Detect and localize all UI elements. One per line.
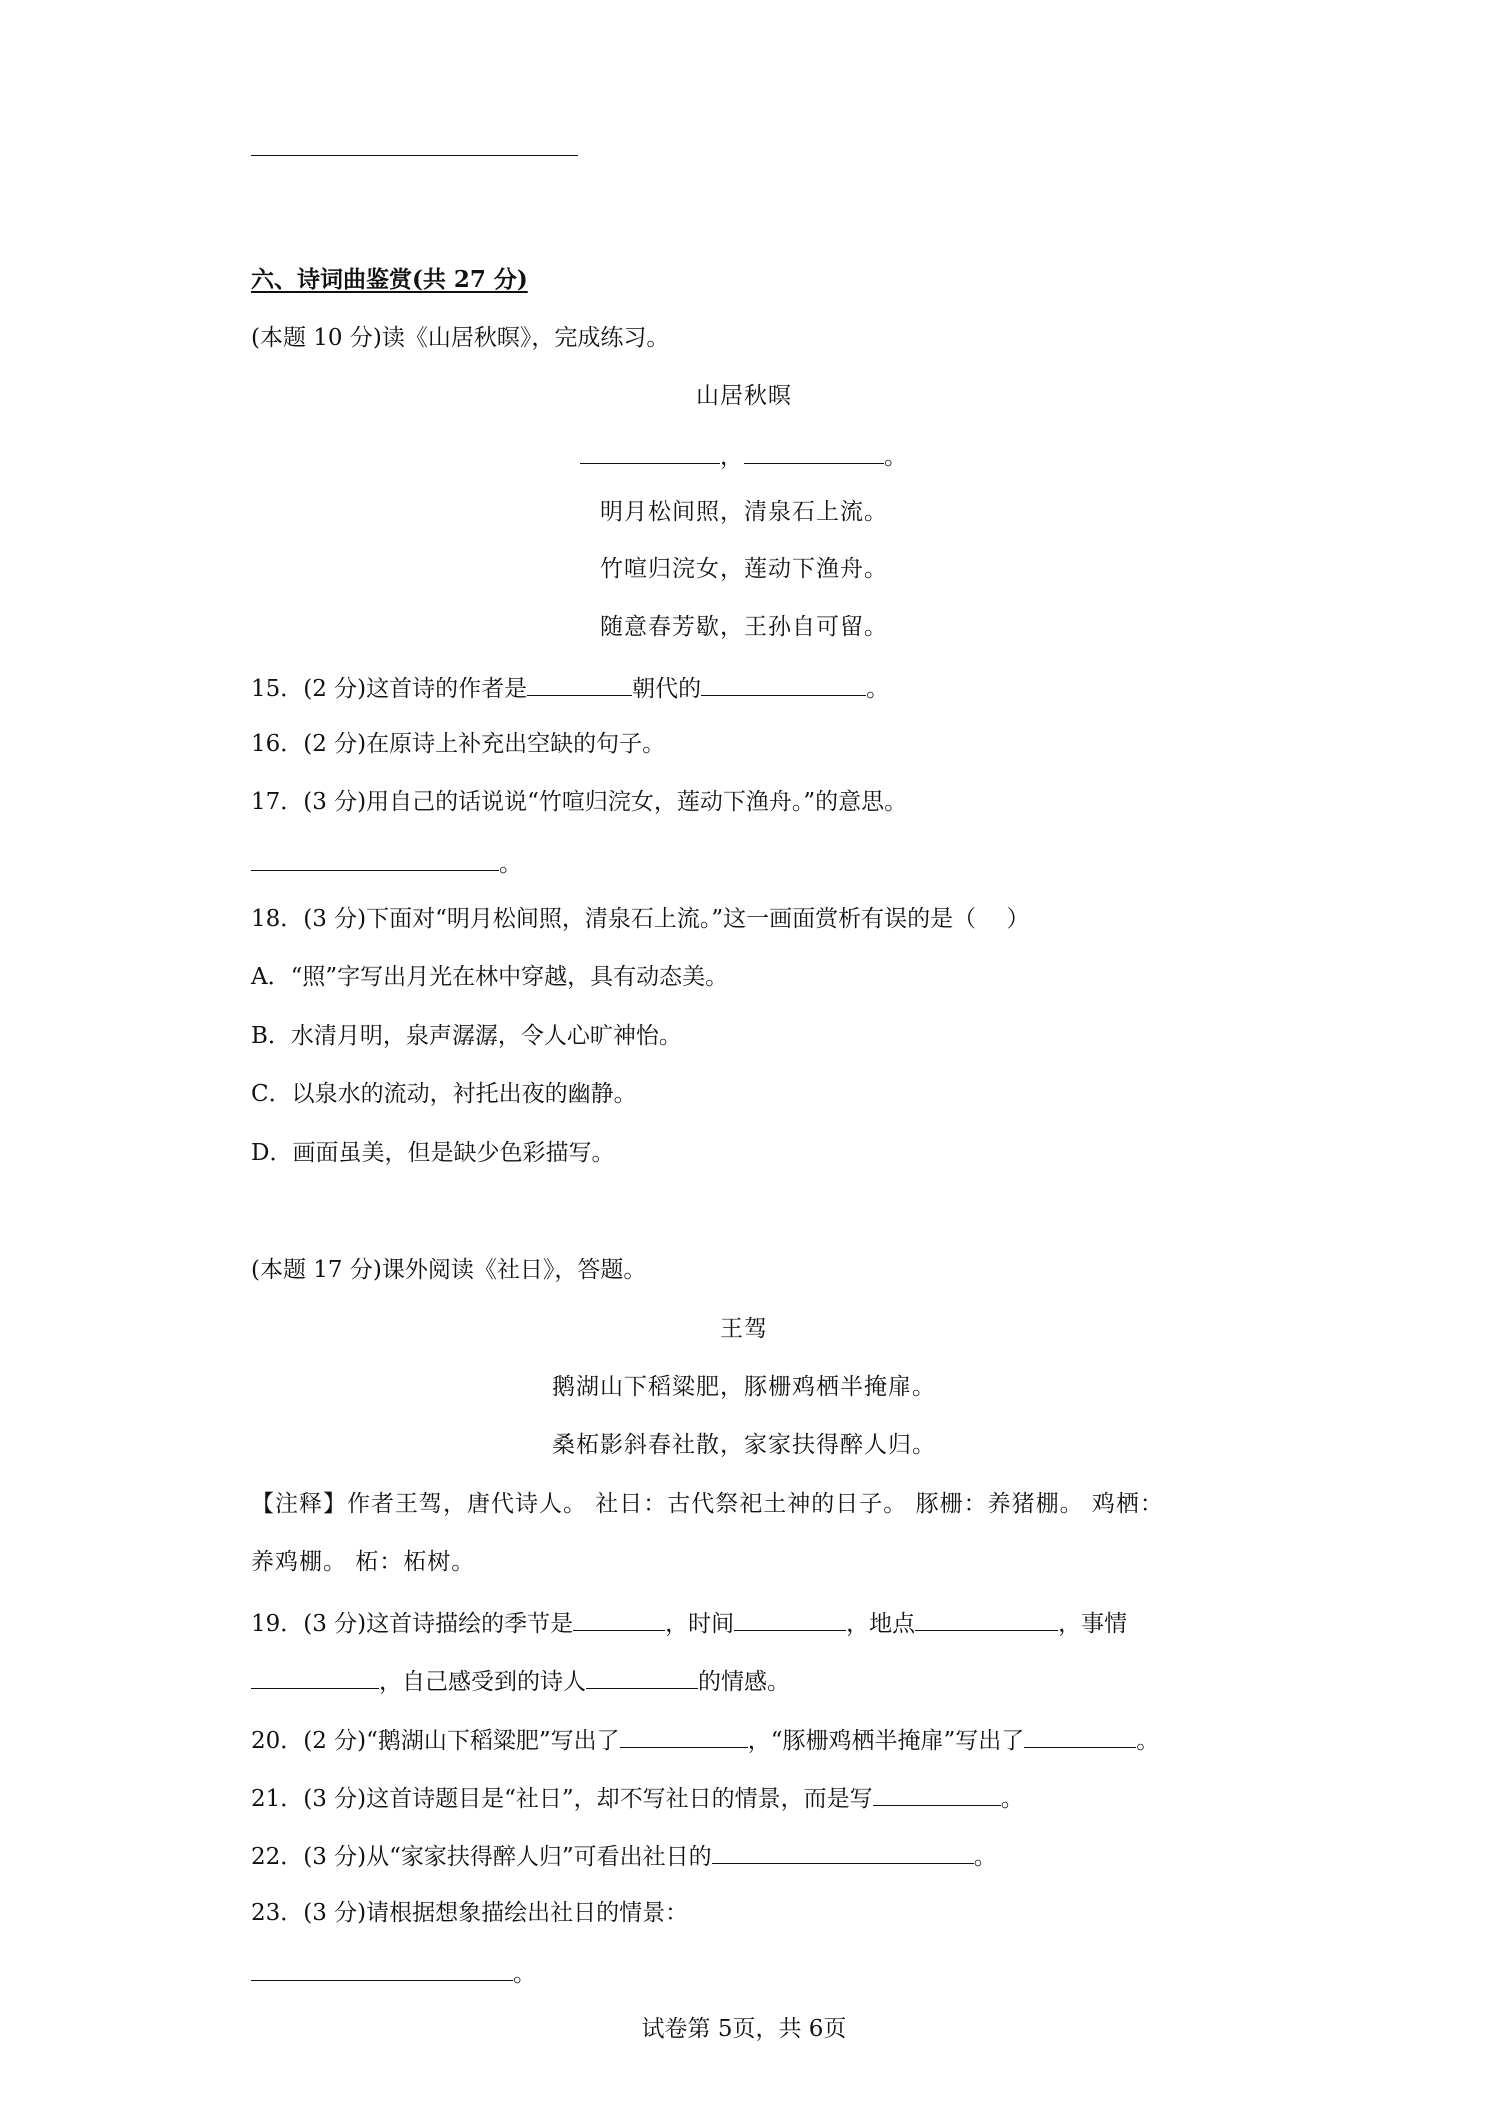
q15-text-b: 朝代的 [632, 676, 702, 702]
q20-text-a: 20．(2 分)“鹅湖山下稻粱肥”写出了 [251, 1728, 620, 1754]
q20-blank-2[interactable] [1024, 1727, 1136, 1748]
q17-blank[interactable] [251, 850, 499, 871]
poem-blank-sep: ， [720, 444, 744, 470]
q22-blank[interactable] [712, 1843, 974, 1864]
q21-text-b: 。 [1000, 1786, 1024, 1812]
note-line-1: 【注释】作者王驾，唐代诗人。 社日：古代祭祀土神的日子。 豚栅：养猪棚。 鸡栖： [251, 1491, 1164, 1517]
poem2-line: 桑柘影斜春社散，家家扶得醉人归。 [552, 1432, 936, 1458]
poem2-line: 鹅湖山下稻粱肥，豚栅鸡栖半掩扉。 [552, 1374, 936, 1400]
question-21 [251, 1785, 1024, 1811]
poem-blank-end: 。 [884, 444, 908, 470]
poem-line: 明月松间照，清泉石上流。 [600, 499, 888, 525]
question-22 [251, 1843, 997, 1869]
q21-blank[interactable] [873, 1785, 1001, 1806]
q15-blank-1[interactable] [527, 675, 632, 696]
question-23: 23．(3 分)请根据想象描绘出社日的情景： [251, 1900, 689, 1926]
q15-text-a: 15．(2 分)这首诗的作者是 [251, 676, 528, 702]
poem-line: 竹喧归浣女，莲动下渔舟。 [600, 556, 888, 582]
option-b[interactable]: B．水清月明，泉声潺潺，令人心旷神怡。 [251, 1023, 682, 1049]
part2-intro: (本题 17 分)课外阅读《社日》，答题。 [251, 1257, 647, 1283]
poem-blank-1[interactable] [580, 443, 720, 464]
question-16: 16．(2 分)在原诗上补充出空缺的句子。 [251, 731, 666, 757]
q15-blank-2[interactable] [701, 675, 866, 696]
poem-blank-2[interactable] [744, 443, 884, 464]
q21-text-a: 21．(3 分)这首诗题目是“社日”，却不写社日的情景，而是写 [251, 1786, 873, 1812]
q19-text-b: ，时间 [665, 1611, 735, 1637]
question-18: 18．(3 分)下面对“明月松间照，清泉石上流。”这一画面赏析有误的是（ ） [251, 906, 1030, 932]
option-c[interactable]: C．以泉水的流动，衬托出夜的幽静。 [251, 1081, 637, 1107]
question-20 [251, 1727, 1159, 1753]
question-19-cont [251, 1668, 790, 1694]
q17-answer-line [251, 850, 522, 876]
q15-text-c: 。 [866, 676, 890, 702]
option-d[interactable]: D．画面虽美，但是缺少色彩描写。 [251, 1140, 615, 1166]
page-footer: 试卷第 5页，共 6页 [641, 2016, 847, 2042]
question-15 [251, 675, 889, 701]
q22-text-a: 22．(3 分)从“家家扶得醉人归”可看出社日的 [251, 1844, 712, 1870]
q19-text-e: ，自己感受到的诗人 [379, 1669, 586, 1695]
poem-title: 山居秋暝 [696, 383, 792, 409]
q20-text-b: ，“豚栅鸡栖半掩扉”写出了 [747, 1728, 1025, 1754]
q19-text-a: 19．(3 分)这首诗描绘的季节是 [251, 1611, 574, 1637]
question-19 [251, 1610, 1127, 1636]
question-17: 17．(3 分)用自己的话说说“竹喧归浣女，莲动下渔舟。”的意思。 [251, 789, 908, 815]
section-title: 六、诗词曲鉴赏(共 27 分) [251, 266, 528, 293]
q20-text-c: 。 [1136, 1728, 1160, 1754]
q19-text-d: ，事情 [1058, 1611, 1128, 1637]
note-line-2: 养鸡棚。 柘：柘树。 [251, 1549, 476, 1575]
poem-line: 随意春芳歇，王孙自可留。 [600, 614, 888, 640]
q23-answer-line [251, 1960, 536, 1986]
part1-intro: (本题 10 分)读《山居秋暝》，完成练习。 [251, 325, 670, 351]
q23-end: 。 [513, 1961, 536, 1987]
q19-text-f: 的情感。 [698, 1669, 790, 1695]
q20-blank-1[interactable] [620, 1727, 748, 1748]
q22-text-b: 。 [973, 1844, 997, 1870]
poem2-author: 王驾 [720, 1316, 768, 1342]
q19-blank-1[interactable] [573, 1610, 665, 1631]
q23-blank[interactable] [251, 1960, 513, 1981]
q19-text-c: ，地点 [846, 1611, 916, 1637]
q17-end: 。 [499, 851, 522, 877]
q19-blank-2[interactable] [734, 1610, 846, 1631]
q19-blank-4[interactable] [251, 1668, 379, 1689]
q19-blank-3[interactable] [915, 1610, 1058, 1631]
answer-line-top [251, 155, 578, 156]
option-a[interactable]: A．“照”字写出月光在林中穿越，具有动态美。 [251, 964, 729, 990]
q19-blank-5[interactable] [586, 1668, 698, 1689]
poem-missing-line [0, 443, 1488, 469]
